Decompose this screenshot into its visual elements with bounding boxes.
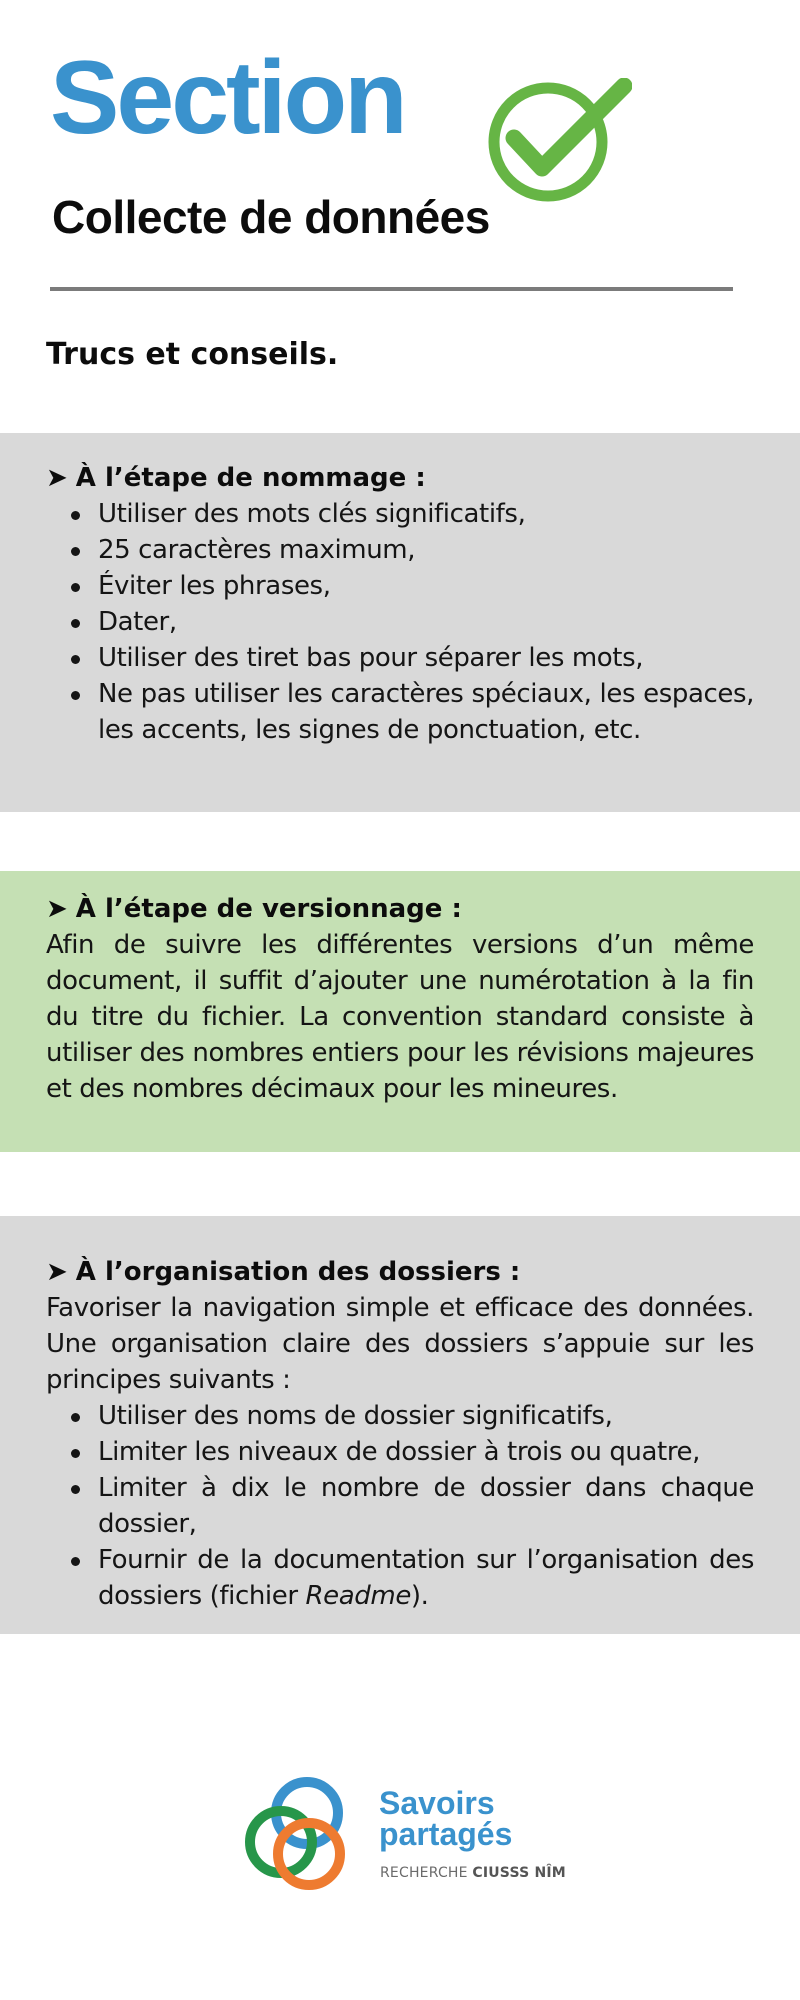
naming-panel: [0, 433, 800, 812]
list-item: [98, 1542, 754, 1614]
arrow-right-icon: ➤: [46, 894, 68, 924]
list-item-text-end: ).: [410, 1581, 429, 1611]
list-item: Utiliser des noms de dossier significatifs,: [98, 1398, 754, 1434]
page-subtitle: Collecte de données: [52, 191, 490, 243]
list-item: Dater,: [98, 604, 754, 640]
list-item: Utiliser des tiret bas pour séparer les mots,: [98, 640, 754, 676]
header: [0, 0, 800, 420]
logo-tagline-bold: CIUSSS NÎM: [472, 1865, 566, 1881]
tips-heading: Trucs et conseils.: [46, 337, 339, 372]
naming-heading: [46, 460, 754, 496]
interlocking-rings-icon: [243, 1775, 358, 1893]
section-title: Section: [50, 40, 405, 156]
versioning-body: Afin de suivre les différentes versions d’un même document, il suffit d’ajouter une numérotation à la fin du titre du fichier. La convention standard consiste à utiliser des nombres entiers pour les révisions majeures et des nombres décimaux pour les mineures.: [46, 930, 754, 1104]
list-item: Ne pas utiliser les caractères spéciaux, les espaces, les accents, les signes de ponctuation, etc.: [98, 676, 754, 748]
folders-heading: [46, 1254, 754, 1290]
list-item: 25 caractères maximum,: [98, 532, 754, 568]
arrow-right-icon: ➤: [46, 463, 68, 493]
logo-word-partages: partagés: [379, 1816, 513, 1852]
list-item: Limiter les niveaux de dossier à trois ou quatre,: [98, 1434, 754, 1470]
list-item: Éviter les phrases,: [98, 568, 754, 604]
naming-list: [46, 496, 754, 748]
folders-heading-text: À l’organisation des dossiers :: [75, 1257, 521, 1287]
check-circle-icon: [484, 78, 632, 208]
arrow-right-icon: ➤: [46, 1257, 68, 1287]
versioning-panel: [0, 871, 800, 1152]
folders-panel: [0, 1216, 800, 1634]
list-item: Limiter à dix le nombre de dossier dans chaque dossier,: [98, 1470, 754, 1542]
logo-tagline: [380, 1865, 566, 1881]
logo-tagline-prefix: RECHERCHE: [380, 1865, 473, 1881]
folders-intro: Favoriser la navigation simple et efficace des données. Une organisation claire des dossiers s’appuie sur les principes suivants :: [46, 1293, 754, 1395]
list-item-text: Fournir de la documentation sur l’organisation des dossiers (fichier: [98, 1545, 754, 1611]
versioning-heading-text: À l’étape de versionnage :: [75, 894, 462, 924]
folders-list: [46, 1398, 754, 1614]
header-divider: [50, 287, 733, 291]
naming-heading-text: À l’étape de nommage :: [75, 463, 426, 493]
readme-emphasis: Readme: [305, 1581, 411, 1611]
savoirs-partages-logo: [243, 1775, 583, 1895]
list-item: Utiliser des mots clés significatifs,: [98, 496, 754, 532]
logo-word-savoirs: Savoirs: [379, 1785, 495, 1821]
versioning-heading: [46, 891, 754, 927]
